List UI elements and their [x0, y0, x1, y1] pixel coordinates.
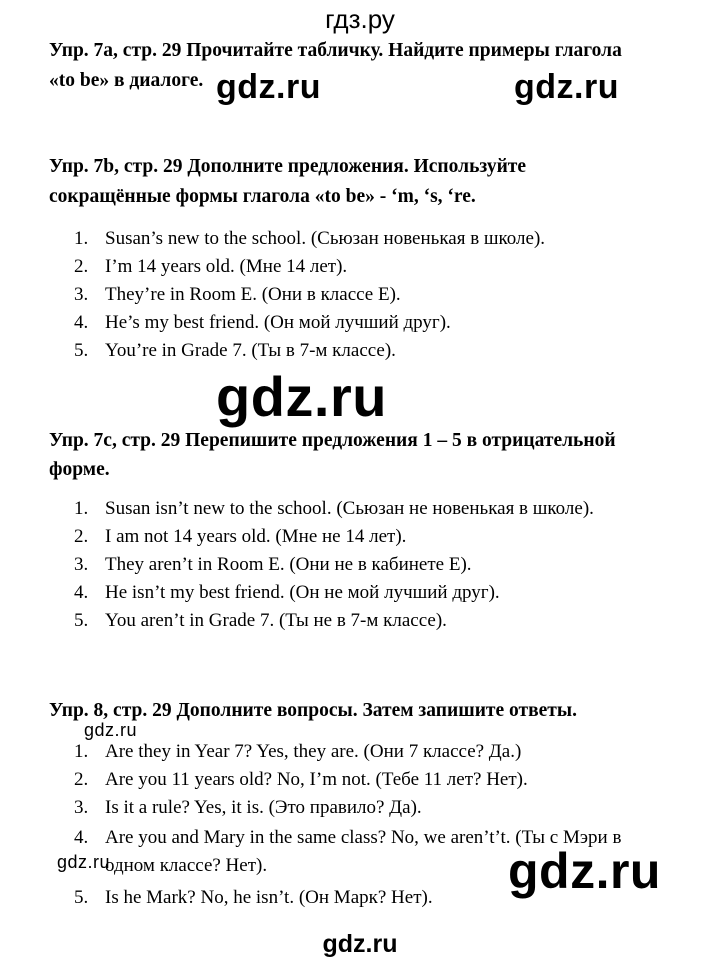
watermark: gdz.ru [514, 68, 619, 106]
list-item-continuation: одном классе? Нет). [105, 855, 268, 876]
task-7a-title-line-2: «to be» в диалоге. [49, 70, 204, 91]
watermark: gdz.ru [508, 843, 661, 899]
site-header: гдз.ру [325, 4, 395, 34]
site-footer: gdz.ru [322, 930, 398, 958]
task-7c-title-line-2: форме. [49, 459, 110, 480]
watermark: gdz.ru [84, 720, 138, 740]
watermark: gdz.ru [57, 852, 111, 872]
task-7a-title-line-1: Упр. 7a, стр. 29 Прочитайте табличку. Найдите примеры глагола [49, 40, 622, 61]
watermark: gdz.ru [216, 365, 387, 428]
watermark: gdz.ru [216, 68, 321, 106]
task-7b-title-line-1: Упр. 7b, стр. 29 Дополните предложения. Используйте [49, 156, 527, 177]
page: гдз.ру Упр. 7a, стр. 29 Прочитайте табличку. Найдите примеры глагола «to be» в диалоге. gdz.ru gdz.ru Упр. 7b, стр. 29 Дополните предложения. Используйте сокращённые формы глагола «to be» - ‘m, ‘s, ‘re. 1. Susan’s new to the school. (Сьюзан новенькая в школе). 2. I’m 14 years old. (Мне 14 лет). 3. They’re in Room E. (Они в классе Е). 4. He’s my best friend. (Он мой лучший друг). 5. You’re in Grade 7. (Ты в 7-м классе). gdz.ru Упр. 7c, стр. 29 Перепишите предложения 1 – 5 в отрицательной форме. 1. Susan isn’t new to the school. (Сьюзан не новенькая в школе). 2. I am not 14 years old. (Мне не 14 лет). 3. They aren’t in Room E. (Они не в кабинете Е). 4. He isn’t my best friend. (Он не мой лучший друг). 5. You aren’t in Grade 7. (Ты не в 7-м классе). Упр. 8, стр. 29 Дополните вопросы. Затем запишите ответы. gdz.ru 1. Are they in Year 7? Yes, they are. (Они 7 классе? Да.) 2. Are you 11 years old? No, I’m not. (Тебе 11 лет? Нет). 3. Is it a rule? Yes, it is. (Это правило? Да). 4. Are you and Mary in the same class? No, we aren’t’t. (Ты с Мэри в одном классе? Нет). gdz.ru gdz.ru 5. Is he Mark? No, he isn’t. (Он Марк? Нет). gdz.ru [0, 0, 720, 971]
task-7b-title-line-2: сокращённые формы глагола «to be» - ‘m, ‘s, ‘re. [49, 186, 476, 207]
task-8-title: Упр. 8, стр. 29 Дополните вопросы. Затем запишите ответы. [49, 700, 577, 721]
task-7c-title-line-1: Упр. 7c, стр. 29 Перепишите предложения 1 – 5 в отрицательной [49, 430, 616, 451]
